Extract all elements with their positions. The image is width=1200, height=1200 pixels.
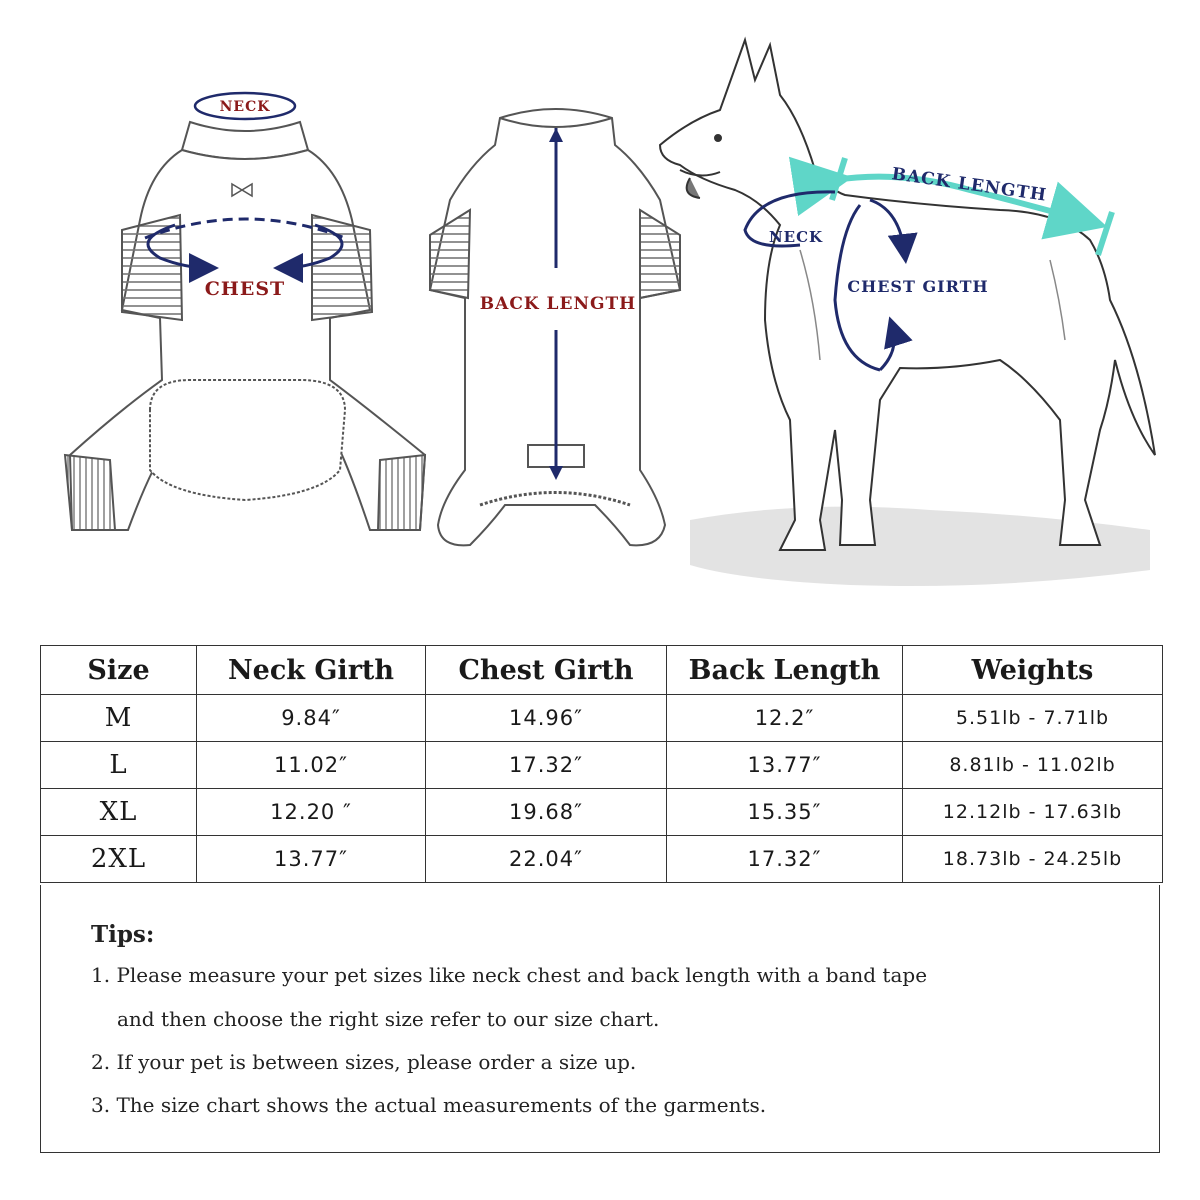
size-cell: 2XL — [41, 836, 197, 883]
back-length-cell: 12.2″ — [667, 695, 903, 742]
header-weights: Weights — [903, 646, 1163, 695]
front-garment-drawing — [65, 122, 425, 530]
tip-3: 3. The size chart shows the actual measurements of the garments. — [91, 1093, 767, 1117]
size-cell: L — [41, 742, 197, 789]
table-header-row — [41, 646, 1163, 695]
tips-title: Tips: — [91, 921, 155, 948]
neck-girth-cell: 13.77″ — [197, 836, 426, 883]
table-row — [41, 742, 1163, 789]
table-row — [41, 789, 1163, 836]
header-neck-girth: Neck Girth — [197, 646, 426, 695]
table-row — [41, 836, 1163, 883]
back-length-tick-end — [1098, 212, 1112, 255]
weights-cell: 8.81lb - 11.02lb — [903, 742, 1163, 789]
size-chart-table — [40, 645, 1163, 883]
weights-cell: 5.51lb - 7.71lb — [903, 695, 1163, 742]
tip-1-line-1: 1. Please measure your pet sizes like neck chest and back length with a band tape — [91, 963, 928, 987]
tips-box — [40, 885, 1160, 1153]
back-length-cell: 15.35″ — [667, 789, 903, 836]
back-length-label-garment: BACK LENGTH — [479, 294, 637, 314]
back-length-cell: 13.77″ — [667, 742, 903, 789]
chest-girth-cell: 19.68″ — [426, 789, 667, 836]
tip-1-line-2: and then choose the right size refer to our size chart. — [117, 1007, 660, 1031]
back-length-label-dog: BACK LENGTH — [890, 164, 1049, 206]
neck-girth-cell: 9.84″ — [197, 695, 426, 742]
header-size: Size — [41, 646, 197, 695]
dog-drawing — [660, 40, 1155, 586]
neck-girth-cell: 11.02″ — [197, 742, 426, 789]
chest-girth-cell: 17.32″ — [426, 742, 667, 789]
table-row — [41, 695, 1163, 742]
chest-girth-cell: 22.04″ — [426, 836, 667, 883]
header-chest-girth: Chest Girth — [426, 646, 667, 695]
size-cell: M — [41, 695, 197, 742]
header-back-length: Back Length — [667, 646, 903, 695]
back-length-cell: 17.32″ — [667, 836, 903, 883]
weights-cell: 12.12lb - 17.63lb — [903, 789, 1163, 836]
chest-girth-label-dog: CHEST GIRTH — [847, 277, 989, 296]
chest-label-front: CHEST — [204, 278, 286, 300]
neck-girth-cell: 12.20 ″ — [197, 789, 426, 836]
chest-girth-cell: 14.96″ — [426, 695, 667, 742]
size-cell: XL — [41, 789, 197, 836]
neck-label-front: NECK — [219, 99, 271, 115]
weights-cell: 18.73lb - 24.25lb — [903, 836, 1163, 883]
tip-2: 2. If your pet is between sizes, please order a size up. — [91, 1050, 637, 1074]
neck-label-dog: NECK — [768, 228, 824, 246]
